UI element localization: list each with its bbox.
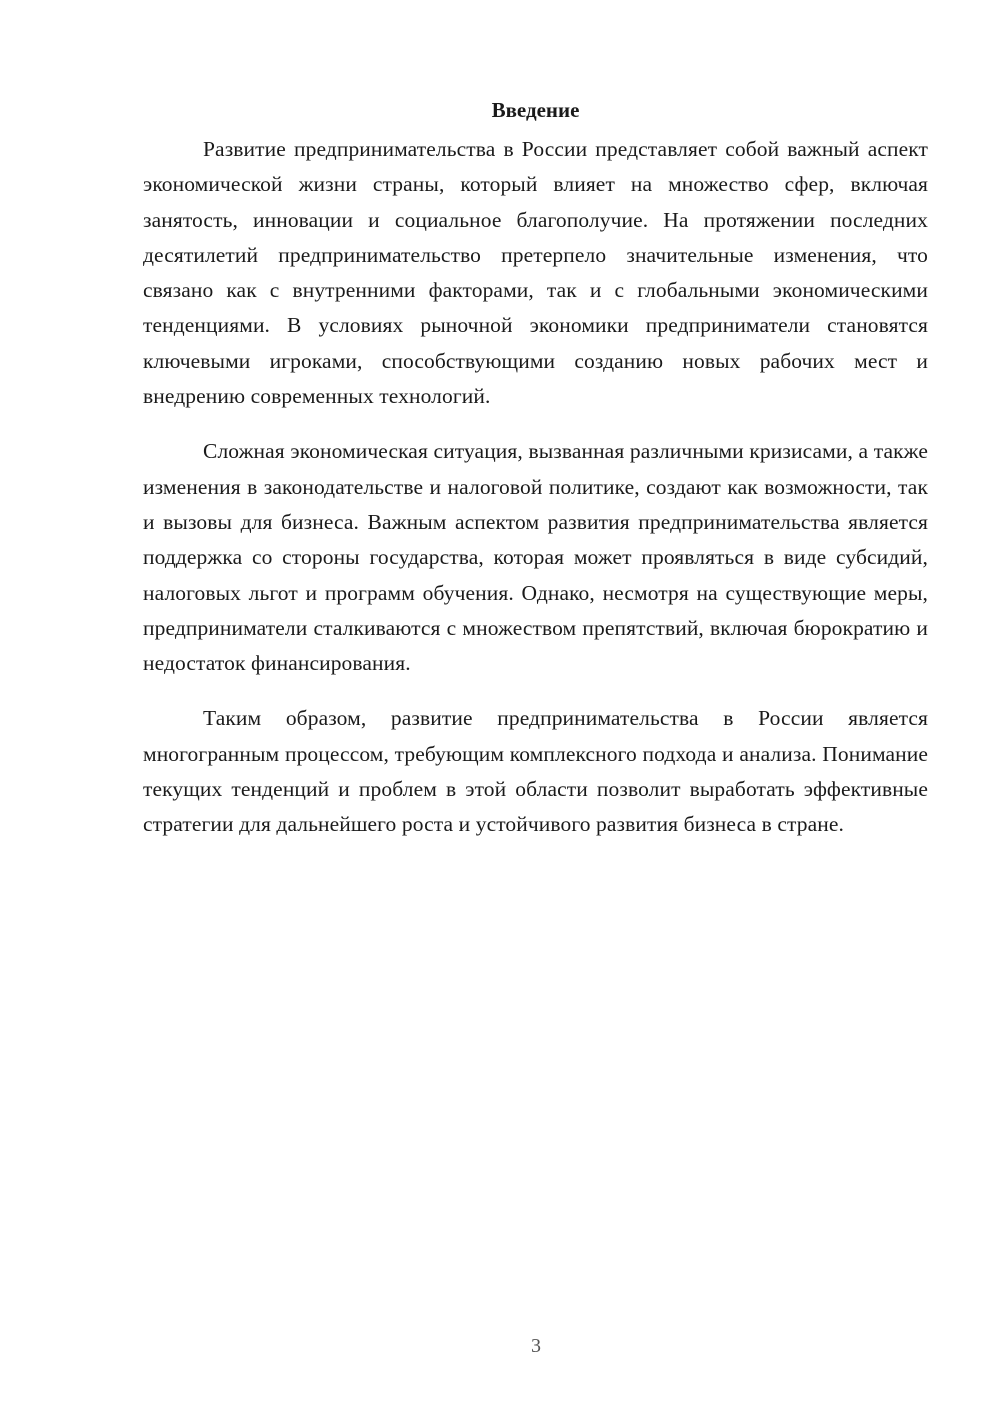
paragraph-3: Таким образом, развитие предпринимательства в России является многогранным процессом, требующим комплексного подхода и анализа. Понимание текущих тенденций и проблем в этой области позволит выработать эффективные стратегии для дальнейшего роста и устойчивого развития бизнеса в стране. (143, 706, 928, 837)
paragraph-2: Сложная экономическая ситуация, вызванная различными кризисами, а также изменения в законодательстве и налоговой политике, создают как возможности, так и вызовы для бизнеса. Важным аспектом развития предпринимательства является поддержка со стороны государства, которая может проявляться в виде субсидий, налоговых льгот и программ обучения. Однако, несмотря на существующие меры, предприниматели сталкиваются с множеством препятствий, включая бюрократию и недостаток финансирования. (143, 439, 928, 676)
paragraph-1: Развитие предпринимательства в России представляет собой важный аспект экономической жизни страны, который влияет на множество сфер, включая занятость, инновации и социальное благополучие. На протяжении последних десятилетий предпринимательство претерпело значительные изменения, что связано как с внутренними факторами, так и с глобальными экономическими тенденциями. В условиях рыночной экономики предприниматели становятся ключевыми игроками, способствующими созданию новых рабочих мест и внедрению современных технологий. (143, 137, 928, 409)
page-number: 3 (531, 1335, 541, 1357)
section-heading: Введение (491, 98, 580, 122)
page-content (143, 93, 928, 863)
